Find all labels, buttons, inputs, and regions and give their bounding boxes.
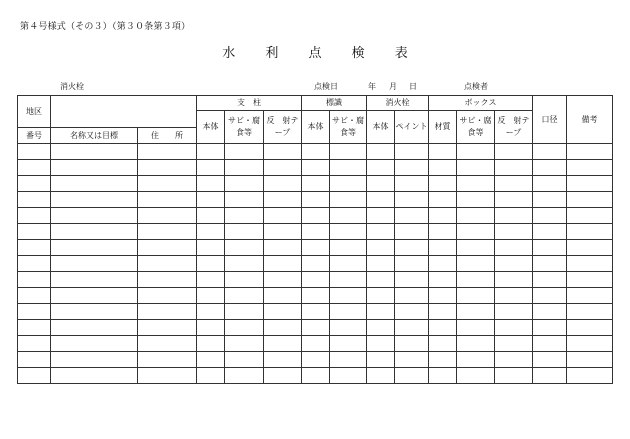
table-cell[interactable]	[264, 208, 302, 224]
name-header: 名称又は目標	[51, 128, 138, 144]
table-cell[interactable]	[567, 192, 613, 208]
table-cell[interactable]	[18, 368, 51, 384]
table-cell[interactable]	[533, 144, 567, 160]
table-cell[interactable]	[330, 224, 367, 240]
table-cell[interactable]	[429, 288, 457, 304]
table-cell[interactable]	[457, 256, 495, 272]
table-cell[interactable]	[567, 224, 613, 240]
table-row	[18, 192, 613, 208]
table-cell[interactable]	[330, 240, 367, 256]
table-cell[interactable]	[302, 176, 330, 192]
table-cell[interactable]	[567, 288, 613, 304]
table-cell[interactable]	[457, 208, 495, 224]
table-cell[interactable]	[330, 368, 367, 384]
table-cell[interactable]	[138, 224, 197, 240]
table-cell[interactable]	[264, 288, 302, 304]
table-cell[interactable]	[429, 336, 457, 352]
table-cell[interactable]	[302, 192, 330, 208]
table-cell[interactable]	[225, 224, 264, 240]
table-cell[interactable]	[429, 320, 457, 336]
inspection-date-label: 点検日	[314, 82, 338, 91]
table-cell[interactable]	[138, 320, 197, 336]
table-cell[interactable]	[302, 288, 330, 304]
table-cell[interactable]	[367, 176, 395, 192]
table-cell[interactable]	[395, 144, 429, 160]
box-reflective-header: 反 射テープ	[495, 111, 533, 144]
table-cell[interactable]	[264, 320, 302, 336]
table-cell[interactable]	[197, 256, 225, 272]
table-cell[interactable]	[395, 320, 429, 336]
table-cell[interactable]	[495, 240, 533, 256]
table-cell[interactable]	[302, 160, 330, 176]
table-row	[18, 352, 613, 368]
table-cell[interactable]	[264, 336, 302, 352]
caliber-header: 口径	[533, 96, 567, 144]
table-cell[interactable]	[225, 336, 264, 352]
table-cell[interactable]	[567, 160, 613, 176]
table-cell[interactable]	[495, 352, 533, 368]
table-cell[interactable]	[330, 192, 367, 208]
table-cell[interactable]	[395, 304, 429, 320]
hydrant-paint-header: ペイント	[395, 111, 429, 144]
table-cell[interactable]	[367, 192, 395, 208]
table-cell[interactable]	[302, 208, 330, 224]
table-cell[interactable]	[225, 368, 264, 384]
area-label-cell: 地区	[18, 96, 51, 128]
table-cell[interactable]	[457, 304, 495, 320]
table-cell[interactable]	[367, 288, 395, 304]
table-cell[interactable]	[51, 368, 138, 384]
sign-group-header: 標識	[302, 96, 367, 111]
table-row	[18, 288, 613, 304]
table-cell[interactable]	[18, 160, 51, 176]
table-cell[interactable]	[457, 144, 495, 160]
table-cell[interactable]	[567, 368, 613, 384]
table-cell[interactable]	[457, 288, 495, 304]
table-cell[interactable]	[533, 368, 567, 384]
table-cell[interactable]	[225, 208, 264, 224]
table-cell[interactable]	[567, 240, 613, 256]
table-cell[interactable]	[495, 144, 533, 160]
box-material-header: 材質	[429, 111, 457, 144]
table-cell[interactable]	[395, 224, 429, 240]
table-cell[interactable]	[18, 320, 51, 336]
table-cell[interactable]	[533, 256, 567, 272]
table-cell[interactable]	[330, 336, 367, 352]
table-cell[interactable]	[18, 208, 51, 224]
table-cell[interactable]	[264, 272, 302, 288]
table-cell[interactable]	[533, 272, 567, 288]
table-cell[interactable]	[302, 144, 330, 160]
post-rust-header: サビ・腐食等	[225, 111, 264, 144]
table-cell[interactable]	[264, 192, 302, 208]
table-cell[interactable]	[225, 288, 264, 304]
table-cell[interactable]	[395, 336, 429, 352]
table-cell[interactable]	[138, 208, 197, 224]
table-cell[interactable]	[138, 160, 197, 176]
table-cell[interactable]	[567, 352, 613, 368]
table-cell[interactable]	[367, 240, 395, 256]
table-cell[interactable]	[51, 144, 138, 160]
table-cell[interactable]	[367, 320, 395, 336]
table-cell[interactable]	[495, 192, 533, 208]
table-cell[interactable]	[567, 272, 613, 288]
table-cell[interactable]	[18, 224, 51, 240]
table-cell[interactable]	[18, 256, 51, 272]
table-cell[interactable]	[533, 160, 567, 176]
table-cell[interactable]	[533, 304, 567, 320]
table-cell[interactable]	[302, 224, 330, 240]
table-cell[interactable]	[138, 192, 197, 208]
table-cell[interactable]	[51, 304, 138, 320]
table-cell[interactable]	[264, 368, 302, 384]
table-cell[interactable]	[429, 224, 457, 240]
page-title: 水 利 点 検 表	[222, 46, 421, 61]
table-cell[interactable]	[18, 304, 51, 320]
table-cell[interactable]	[302, 336, 330, 352]
table-row	[18, 368, 613, 384]
table-cell[interactable]	[457, 336, 495, 352]
table-cell[interactable]	[330, 288, 367, 304]
table-cell[interactable]	[457, 272, 495, 288]
table-cell[interactable]	[457, 176, 495, 192]
table-cell[interactable]	[495, 304, 533, 320]
table-cell[interactable]	[367, 336, 395, 352]
table-cell[interactable]	[51, 336, 138, 352]
table-cell[interactable]	[567, 304, 613, 320]
table-cell[interactable]	[495, 368, 533, 384]
table-cell[interactable]	[367, 208, 395, 224]
table-cell[interactable]	[429, 256, 457, 272]
table-cell[interactable]	[495, 256, 533, 272]
table-cell[interactable]	[197, 144, 225, 160]
table-cell[interactable]	[197, 160, 225, 176]
table-cell[interactable]	[533, 176, 567, 192]
hydrant-body-header: 本体	[367, 111, 395, 144]
table-cell[interactable]	[457, 160, 495, 176]
table-row	[18, 272, 613, 288]
table-cell[interactable]	[495, 176, 533, 192]
table-cell[interactable]	[138, 368, 197, 384]
table-cell[interactable]	[330, 320, 367, 336]
table-cell[interactable]	[225, 176, 264, 192]
table-cell[interactable]	[495, 208, 533, 224]
table-cell[interactable]	[429, 240, 457, 256]
table-cell[interactable]	[567, 176, 613, 192]
table-cell[interactable]	[51, 176, 138, 192]
table-cell[interactable]	[495, 320, 533, 336]
table-cell[interactable]	[330, 304, 367, 320]
table-cell[interactable]	[533, 224, 567, 240]
table-cell[interactable]	[51, 256, 138, 272]
table-row	[18, 336, 613, 352]
table-cell[interactable]	[51, 240, 138, 256]
table-cell[interactable]	[197, 224, 225, 240]
table-cell[interactable]	[367, 368, 395, 384]
table-cell[interactable]	[138, 288, 197, 304]
box-rust-header: サビ・腐食等	[457, 111, 495, 144]
table-cell[interactable]	[429, 352, 457, 368]
table-cell[interactable]	[264, 176, 302, 192]
table-row	[18, 176, 613, 192]
table-cell[interactable]	[457, 368, 495, 384]
year-label: 年	[368, 82, 376, 91]
table-cell[interactable]	[367, 352, 395, 368]
table-cell[interactable]	[197, 368, 225, 384]
table-cell[interactable]	[225, 320, 264, 336]
inspector-label: 点検者	[464, 82, 488, 91]
table-cell[interactable]	[395, 160, 429, 176]
table-cell[interactable]	[533, 240, 567, 256]
table-cell[interactable]	[264, 352, 302, 368]
box-group-header: ボックス	[429, 96, 533, 111]
subject-label: 消火栓	[60, 82, 84, 91]
table-cell[interactable]	[367, 272, 395, 288]
table-row	[18, 256, 613, 272]
no-header: 番号	[18, 128, 51, 144]
table-cell[interactable]	[429, 272, 457, 288]
table-cell[interactable]	[138, 240, 197, 256]
table-cell[interactable]	[367, 304, 395, 320]
table-cell[interactable]	[330, 144, 367, 160]
table-cell[interactable]	[18, 288, 51, 304]
table-cell[interactable]	[264, 304, 302, 320]
table-row	[18, 224, 613, 240]
table-cell[interactable]	[138, 176, 197, 192]
table-cell[interactable]	[395, 288, 429, 304]
table-cell[interactable]	[225, 144, 264, 160]
table-cell[interactable]	[533, 320, 567, 336]
table-cell[interactable]	[330, 256, 367, 272]
table-cell[interactable]	[18, 144, 51, 160]
table-cell[interactable]	[225, 272, 264, 288]
table-cell[interactable]	[367, 224, 395, 240]
table-cell[interactable]	[225, 304, 264, 320]
area-value-cell	[51, 96, 197, 128]
table-cell[interactable]	[225, 192, 264, 208]
table-cell[interactable]	[395, 240, 429, 256]
table-cell[interactable]	[225, 256, 264, 272]
table-cell[interactable]	[138, 336, 197, 352]
table-cell[interactable]	[395, 368, 429, 384]
table-cell[interactable]	[457, 352, 495, 368]
post-group-header: 支 柱	[197, 96, 302, 111]
table-cell[interactable]	[429, 160, 457, 176]
table-cell[interactable]	[429, 176, 457, 192]
table-row	[18, 320, 613, 336]
table-cell[interactable]	[51, 160, 138, 176]
table-cell[interactable]	[429, 368, 457, 384]
table-cell[interactable]	[429, 192, 457, 208]
table-cell[interactable]	[302, 352, 330, 368]
table-row	[18, 144, 613, 160]
table-cell[interactable]	[225, 160, 264, 176]
table-cell[interactable]	[395, 192, 429, 208]
table-cell[interactable]	[330, 160, 367, 176]
table-cell[interactable]	[197, 288, 225, 304]
post-body-header: 本体	[197, 111, 225, 144]
table-cell[interactable]	[495, 224, 533, 240]
table-cell[interactable]	[533, 336, 567, 352]
table-cell[interactable]	[395, 272, 429, 288]
table-cell[interactable]	[51, 320, 138, 336]
table-cell[interactable]	[567, 336, 613, 352]
table-cell[interactable]	[51, 208, 138, 224]
table-cell[interactable]	[197, 304, 225, 320]
table-cell[interactable]	[197, 320, 225, 336]
table-cell[interactable]	[197, 240, 225, 256]
table-cell[interactable]	[429, 144, 457, 160]
table-cell[interactable]	[51, 352, 138, 368]
table-cell[interactable]	[138, 256, 197, 272]
table-cell[interactable]	[264, 256, 302, 272]
table-cell[interactable]	[138, 144, 197, 160]
table-cell[interactable]	[18, 272, 51, 288]
table-cell[interactable]	[367, 160, 395, 176]
table-cell[interactable]	[51, 272, 138, 288]
table-cell[interactable]	[197, 336, 225, 352]
table-cell[interactable]	[495, 272, 533, 288]
table-cell[interactable]	[225, 240, 264, 256]
table-row	[18, 160, 613, 176]
form-number: 第４号様式（その３）（第３０条第３項）	[20, 22, 191, 32]
table-cell[interactable]	[197, 272, 225, 288]
table-cell[interactable]	[51, 224, 138, 240]
table-cell[interactable]	[18, 336, 51, 352]
hydrant-group-header: 消火栓	[367, 96, 429, 111]
table-cell[interactable]	[395, 352, 429, 368]
table-cell[interactable]	[457, 320, 495, 336]
table-cell[interactable]	[567, 256, 613, 272]
table-cell[interactable]	[264, 160, 302, 176]
inspection-table	[17, 95, 613, 384]
table-cell[interactable]	[18, 176, 51, 192]
month-label: 月	[389, 82, 397, 91]
table-cell[interactable]	[330, 352, 367, 368]
table-cell[interactable]	[330, 272, 367, 288]
table-cell[interactable]	[302, 368, 330, 384]
sign-body-header: 本体	[302, 111, 330, 144]
table-cell[interactable]	[302, 256, 330, 272]
table-cell[interactable]	[367, 144, 395, 160]
table-cell[interactable]	[395, 256, 429, 272]
table-cell[interactable]	[138, 304, 197, 320]
table-cell[interactable]	[18, 240, 51, 256]
table-cell[interactable]	[533, 352, 567, 368]
table-cell[interactable]	[567, 144, 613, 160]
table-row	[18, 208, 613, 224]
table-cell[interactable]	[138, 352, 197, 368]
table-cell[interactable]	[367, 256, 395, 272]
table-cell[interactable]	[197, 208, 225, 224]
table-cell[interactable]	[18, 352, 51, 368]
table-cell[interactable]	[457, 192, 495, 208]
table-cell[interactable]	[429, 208, 457, 224]
table-cell[interactable]	[225, 352, 264, 368]
table-row	[18, 240, 613, 256]
table-cell[interactable]	[495, 288, 533, 304]
table-cell[interactable]	[395, 176, 429, 192]
table-cell[interactable]	[567, 208, 613, 224]
table-cell[interactable]	[264, 224, 302, 240]
table-cell[interactable]	[457, 224, 495, 240]
table-cell[interactable]	[302, 304, 330, 320]
table-cell[interactable]	[138, 272, 197, 288]
remarks-header: 備考	[567, 96, 613, 144]
table-cell[interactable]	[330, 176, 367, 192]
table-cell[interactable]	[533, 208, 567, 224]
sign-rust-header: サビ・腐食等	[330, 111, 367, 144]
address-header: 住 所	[138, 128, 197, 144]
table-cell[interactable]	[51, 192, 138, 208]
table-cell[interactable]	[567, 320, 613, 336]
table-cell[interactable]	[495, 336, 533, 352]
table-cell[interactable]	[330, 208, 367, 224]
table-cell[interactable]	[264, 240, 302, 256]
table-cell[interactable]	[495, 160, 533, 176]
table-cell[interactable]	[302, 320, 330, 336]
table-cell[interactable]	[395, 208, 429, 224]
table-row	[18, 304, 613, 320]
table-cell[interactable]	[457, 240, 495, 256]
table-cell[interactable]	[429, 304, 457, 320]
table-cell[interactable]	[51, 288, 138, 304]
table-cell[interactable]	[302, 272, 330, 288]
day-label: 日	[409, 82, 417, 91]
post-reflective-header: 反 射テープ	[264, 111, 302, 144]
table-cell[interactable]	[18, 192, 51, 208]
table-cell[interactable]	[264, 144, 302, 160]
table-cell[interactable]	[197, 192, 225, 208]
table-cell[interactable]	[302, 240, 330, 256]
table-cell[interactable]	[197, 176, 225, 192]
table-cell[interactable]	[197, 352, 225, 368]
table-cell[interactable]	[533, 288, 567, 304]
table-cell[interactable]	[533, 192, 567, 208]
